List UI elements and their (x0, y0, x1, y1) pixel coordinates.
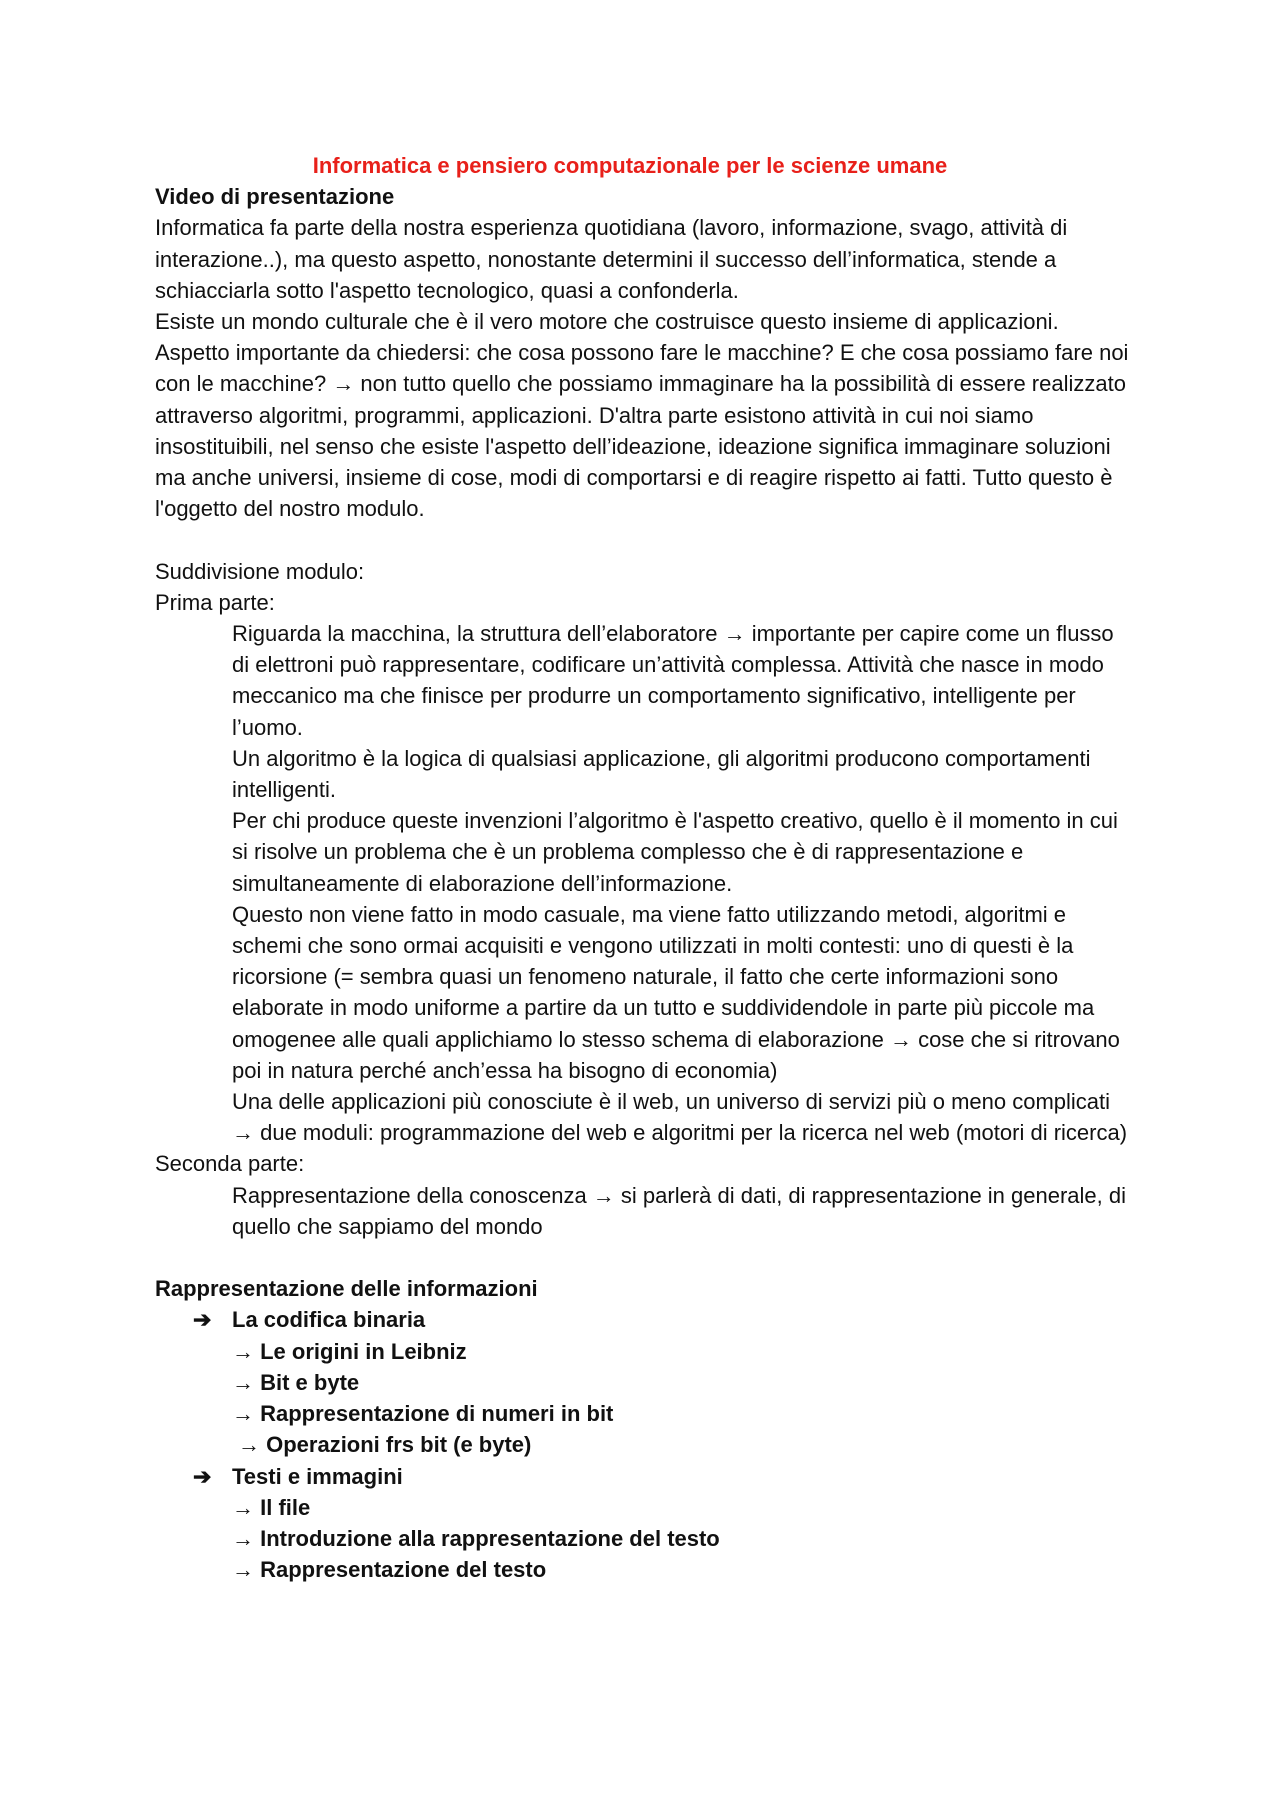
spacer (155, 524, 1135, 555)
outline-subitem: → Rappresentazione del testo (232, 1557, 547, 1583)
paragraph: Aspetto importante da chiedersi: che cosa possono fare le macchine? E che cosa possiamo fare noi con le macchine? → non tutto quello che possiamo immaginare ha la possibilità di essere realizzato attraverso algoritmi, programmi, applicazioni. D'altra parte esistono attività in cui noi siamo insostituibili, nel senso che esiste l'aspetto dell’ideazione, ideazione significa immaginare soluzioni ma anche universi, insieme di cose, modi di comportarsi e di reagire rispetto ai fatti. Tutto questo è l'oggetto del nostro modulo. (155, 340, 1129, 522)
paragraph: Informatica fa parte della nostra esperienza quotidiana (lavoro, informazione, svago, attività di interazione..), ma questo aspetto, nonostante determini il successo dell’informatica, stende a schiacciarla sotto l'aspetto tecnologico, quasi a confonderla. (155, 215, 1068, 303)
outline-heading: Rappresentazione delle informazioni (155, 1276, 538, 1302)
outline-subitem: → Le origini in Leibniz (232, 1338, 467, 1364)
outline-group-testi-immagini (193, 1461, 1135, 1492)
indented-paragraph: Rappresentazione della conoscenza → si parlerà di dati, di rappresentazione in generale, di quello che sappiamo del mondo (232, 1182, 1126, 1239)
suddivisione-label: Suddivisione modulo: (155, 558, 365, 584)
spacer (155, 1242, 1135, 1273)
outline-subitem: → Il file (232, 1494, 311, 1520)
outline-group-codifica-binaria (193, 1304, 1135, 1335)
outline-subitem: → Introduzione alla rappresentazione del testo (232, 1525, 720, 1551)
arrow-bullet-icon: ➔ (193, 1463, 212, 1489)
prima-parte-label: Prima parte: (155, 589, 275, 615)
indented-paragraph: Questo non viene fatto in modo casuale, ma viene fatto utilizzando metodi, algoritmi e schemi che sono ormai acquisiti e vengono utilizzati in molti contesti: uno di questi è la ricorsione (= sembra quasi un fenomeno naturale, il fatto che certe informazioni sono elaborate in modo uniforme a partire da un tutto e suddividendole in parte più piccole ma omogenee alle quali applichiamo lo stesso schema di elaborazione → cose che si ritrovano poi in natura perché anch’essa ha bisogno di economia) (232, 901, 1120, 1083)
indented-paragraph: Riguarda la macchina, la struttura dell’elaboratore → importante per capire come un flusso di elettroni può rappresentare, codificare un’attività complessa. Attività che nasce in modo meccanico ma che finisce per produrre un comportamento significativo, intelligente per l’uomo. (232, 621, 1114, 740)
outline-subitem: → Bit e byte (232, 1369, 360, 1395)
seconda-parte-label: Seconda parte: (155, 1151, 305, 1177)
document-content (155, 150, 1135, 1585)
indented-paragraph: Un algoritmo è la logica di qualsiasi applicazione, gli algoritmi producono comportamenti intelligenti. (232, 745, 1091, 803)
indented-paragraph: Per chi produce queste invenzioni l’algoritmo è l'aspetto creativo, quello è il momento in cui si risolve un problema che è un problema complesso che è di rappresentazione e simultaneamente di elaborazione dell’informazione. (232, 808, 1118, 896)
outline-subitem: → Operazioni frs bit (e byte) (238, 1432, 532, 1458)
section-heading-video: Video di presentazione (155, 184, 395, 210)
outline-subitem: → Rappresentazione di numeri in bit (232, 1401, 614, 1427)
document-title: Informatica e pensiero computazionale per le scienze umane (312, 153, 948, 178)
outline-group-label: La codifica binaria (232, 1307, 426, 1333)
outline-group-label: Testi e immagini (232, 1463, 403, 1489)
arrow-bullet-icon: ➔ (193, 1307, 212, 1333)
paragraph: Esiste un mondo culturale che è il vero motore che costruisce questo insieme di applicazioni. (155, 309, 1059, 335)
indented-paragraph: Una delle applicazioni più conosciute è il web, un universo di servizi più o meno complicati → due moduli: programmazione del web e algoritmi per la ricerca nel web (motori di ricerca) (232, 1089, 1128, 1146)
